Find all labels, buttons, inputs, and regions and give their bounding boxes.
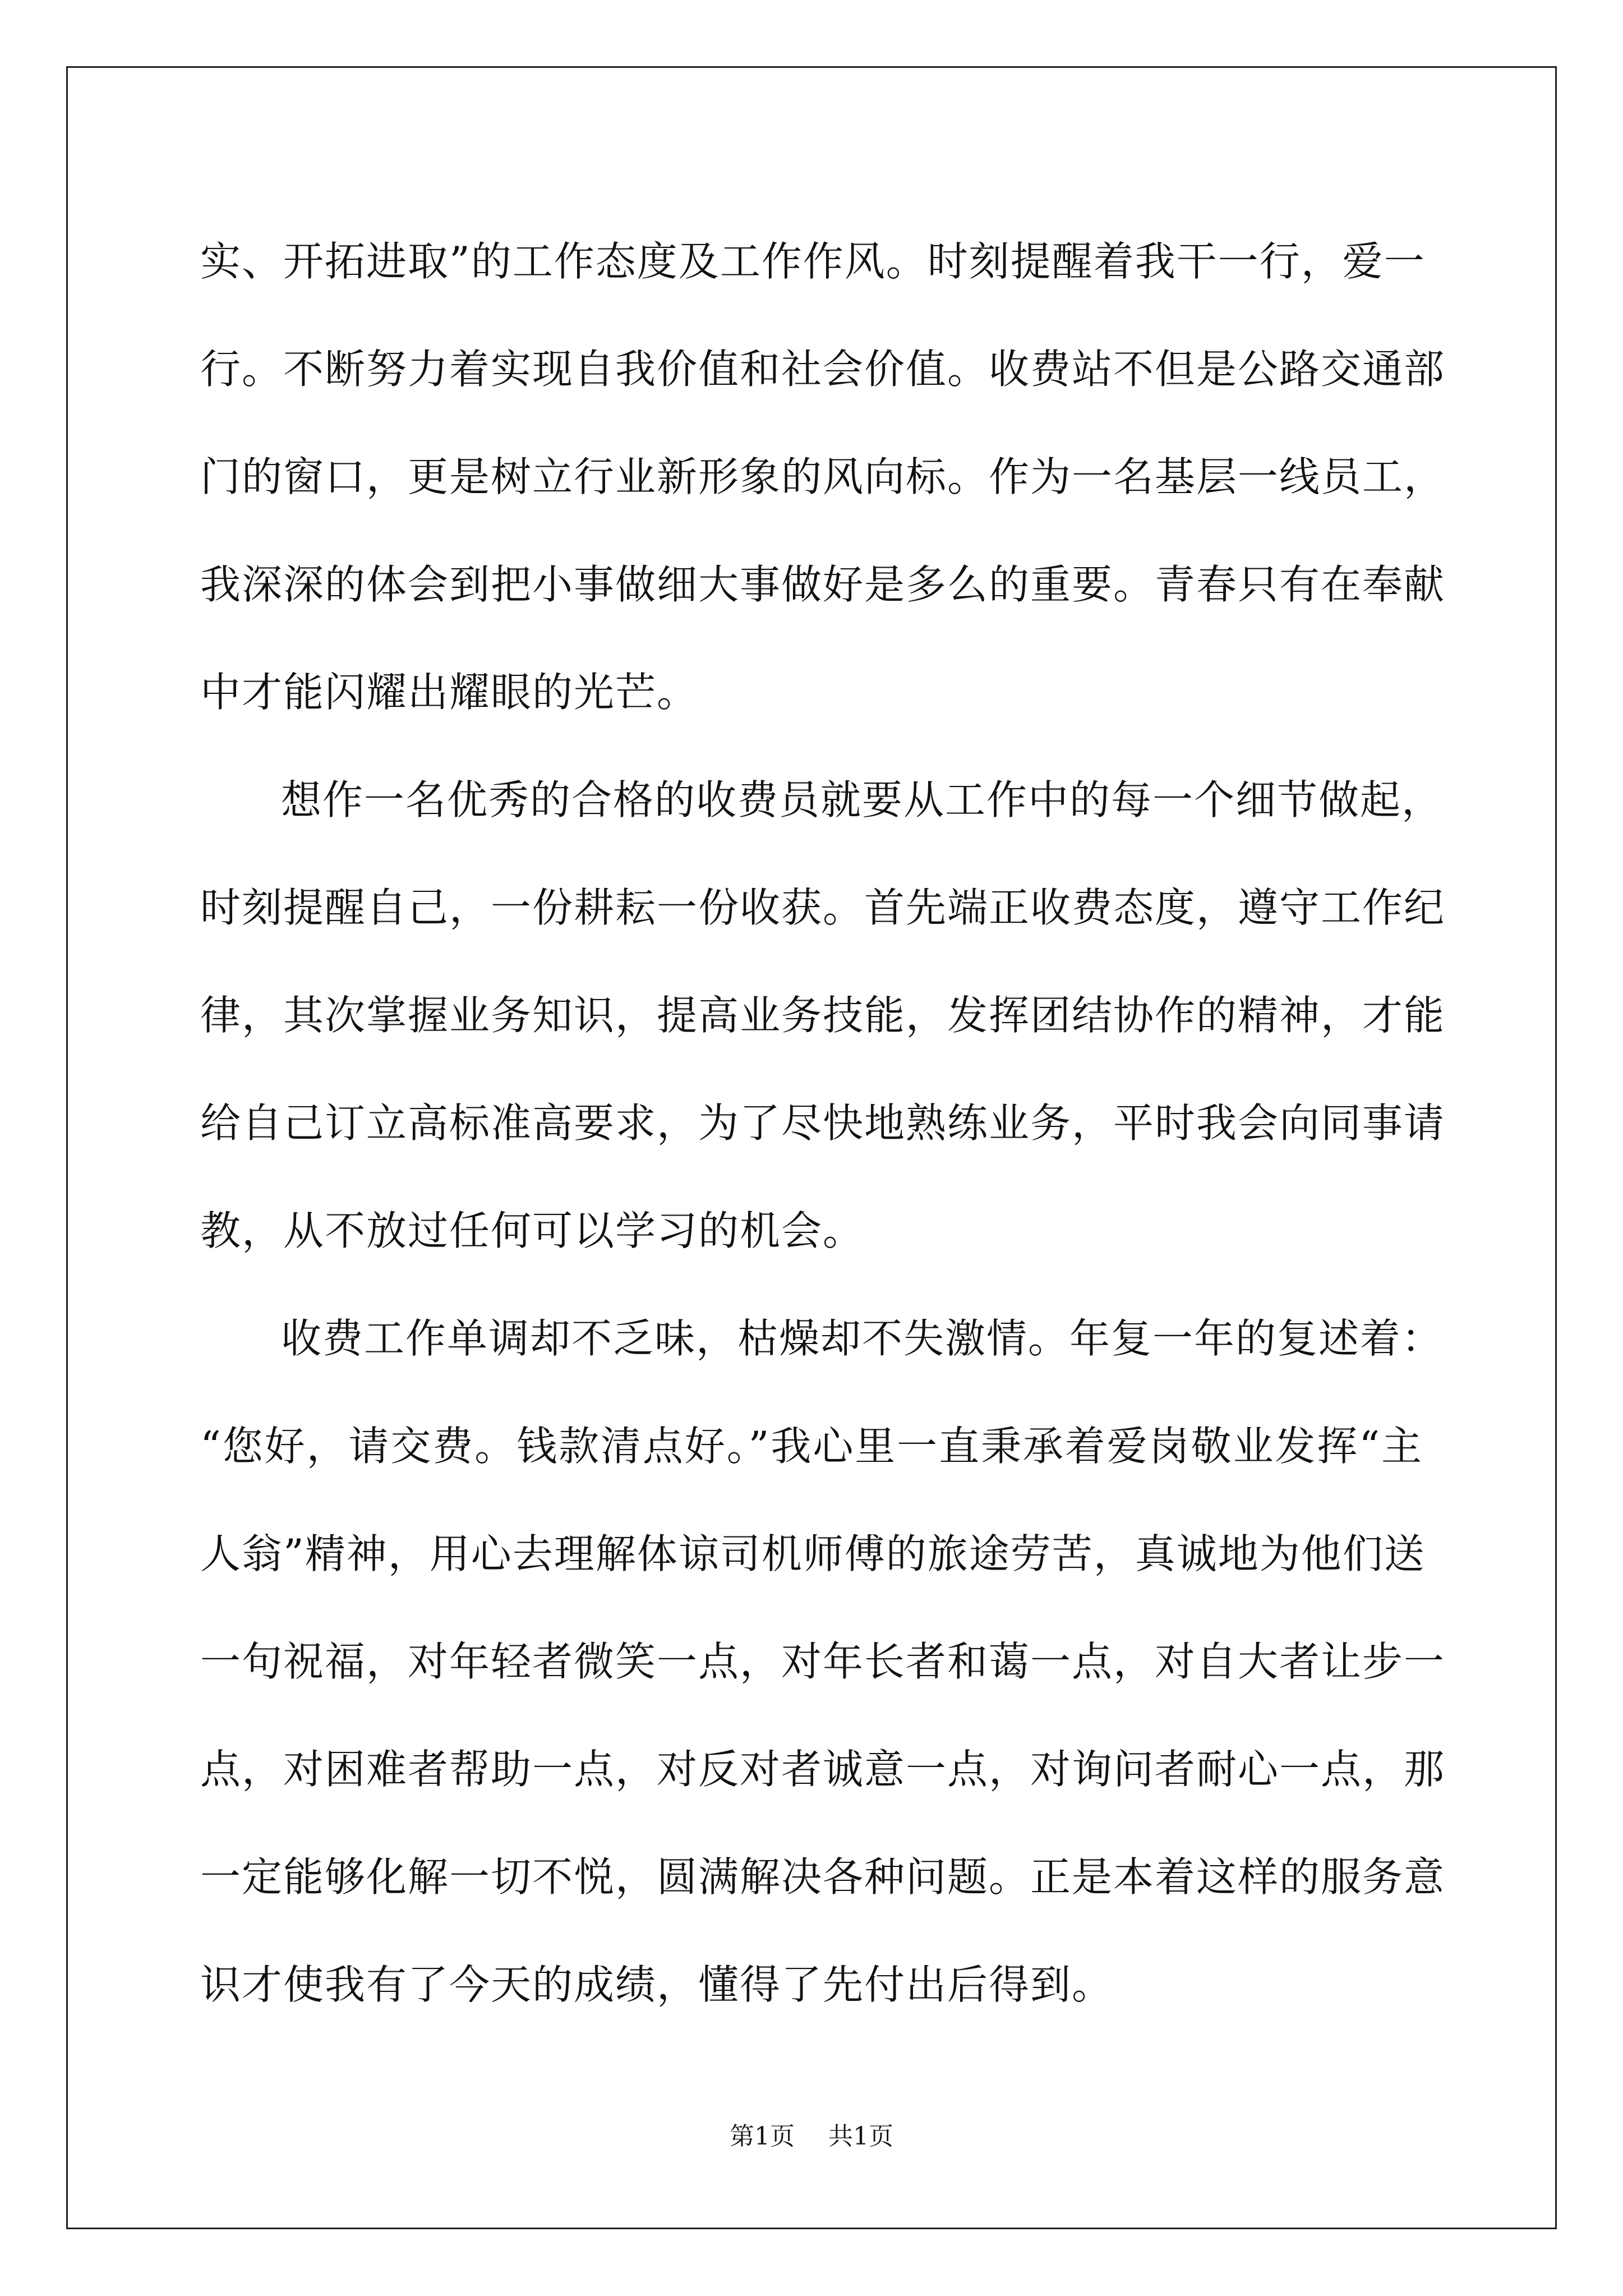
text-line: “您好，请交费。钱款清点好。”我心里一直秉承着爱岗敬业发挥“主	[200, 1423, 1423, 1470]
page-number: 第1页	[730, 2122, 795, 2151]
text-line: 实、开拓进取”的工作态度及工作作风。时刻提醒着我干一行，爱一	[200, 238, 1426, 285]
text-line: 中才能闪耀出耀眼的光芒。	[200, 669, 699, 716]
text-line: 点，对困难者帮助一点，对反对者诚意一点，对询问者耐心一点，那	[200, 1746, 1446, 1793]
text-line: 律，其次掌握业务知识，提高业务技能，发挥团结协作的精神，才能	[200, 992, 1446, 1039]
page-footer	[0, 2116, 1623, 2152]
text-line: 我深深的体会到把小事做细大事做好是多么的重要。青春只有在奉献	[200, 561, 1446, 608]
text-line: 识才使我有了今天的成绩，懂得了先付出后得到。	[200, 1961, 1114, 2008]
text-line: 时刻提醒自己，一份耕耘一份收获。首先端正收费态度，遵守工作纪	[200, 884, 1446, 931]
document-body	[200, 208, 1446, 2039]
text-line: 门的窗口，更是树立行业新形象的风向标。作为一名基层一线员工，	[200, 453, 1446, 500]
text-line: 行。不断努力着实现自我价值和社会价值。收费站不但是公路交通部	[200, 346, 1446, 393]
text-line: 给自己订立高标准高要求，为了尽快地熟练业务，平时我会向同事请	[200, 1099, 1446, 1147]
text-line: 教，从不放过任何可以学习的机会。	[200, 1207, 865, 1254]
text-line: 一句祝福，对年轻者微笑一点，对年长者和蔼一点，对自大者让步一	[200, 1638, 1446, 1685]
text-line: 想作一名优秀的合格的收费员就要从工作中的每一个细节做起，	[281, 776, 1444, 823]
text-line: 一定能够化解一切不悦，圆满解决各种问题。正是本着这样的服务意	[200, 1853, 1446, 1901]
text-line: 人翁”精神，用心去理解体谅司机师傅的旅途劳苦，真诚地为他们送	[200, 1530, 1426, 1577]
page-total: 共1页	[828, 2122, 893, 2151]
text-line: 收费工作单调却不乏味，枯燥却不失激情。年复一年的复述着：	[281, 1315, 1444, 1362]
